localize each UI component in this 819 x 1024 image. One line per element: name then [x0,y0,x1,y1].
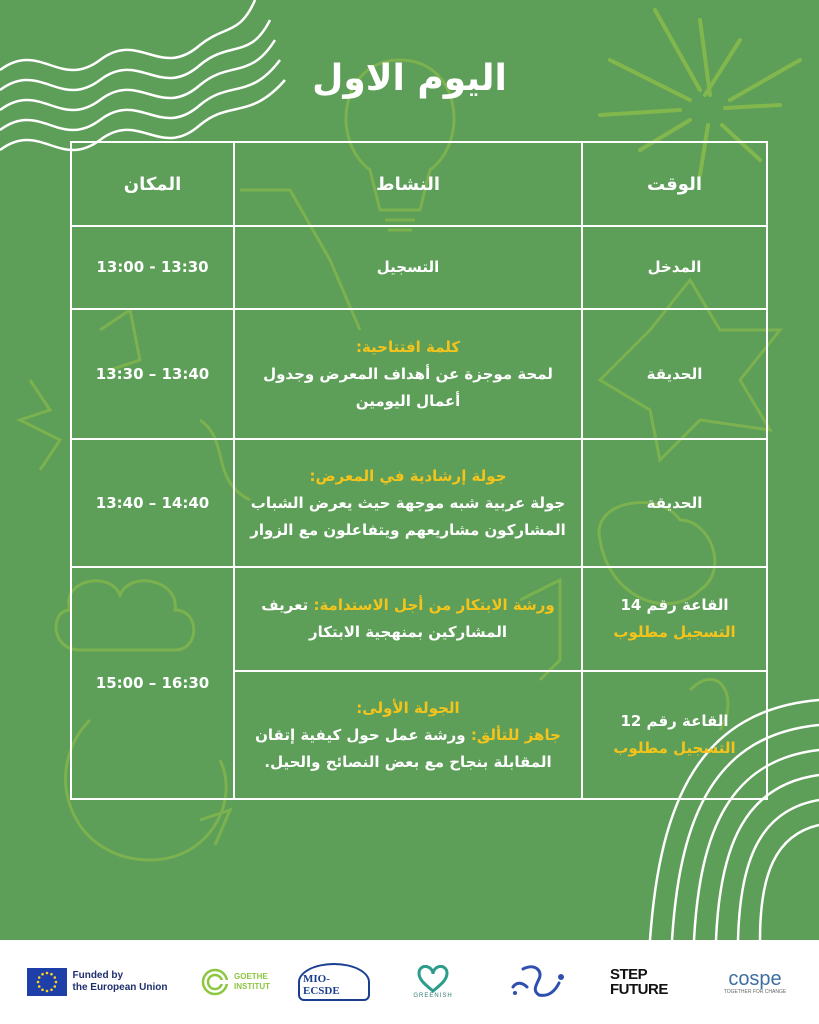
registration-note: التسجيل مطلوب [613,739,736,757]
room-label: القاعة رقم 14 [620,596,729,614]
row-activity [234,309,582,439]
activity-description: تعريف المشاركين بمنهجية الابتكار [261,596,507,641]
row-time: 13:00 - 13:30 [71,226,234,309]
greenish-logo [398,940,468,1024]
mio-ecsde-logo [298,940,370,1024]
partner-logo [500,940,580,1024]
table-row [71,439,767,567]
header-time: الوقت [582,142,767,226]
activity-heading: الجولة الأولى: [356,698,460,717]
row-activity [234,567,582,671]
table-row [71,567,767,671]
step-future-logo [610,940,690,1024]
row-activity: التسجيل [234,226,582,309]
row-time: 13:40 – 14:40 [71,439,234,567]
sponsor-footer [0,940,819,1024]
row-location: المدخل [582,226,767,309]
registration-note: التسجيل مطلوب [613,623,736,641]
activity-description: جولة عربية شبه موجهة حيث يعرض الشباب المشاركون مشاريعهم ويتفاعلون مع الزوار [250,493,566,539]
mio-ecsde-text: MIO-ECSDE [303,973,340,997]
goethe-text-line2: INSTITUT [234,982,270,991]
cospe-tagline: TOGETHER FOR CHANGE [723,989,787,995]
table-row [71,226,767,309]
room-label: القاعة رقم 12 [620,712,729,730]
table-header-row [71,142,767,226]
cospe-logo [710,940,800,1024]
header-activity: النشاط [234,142,582,226]
eu-flag-icon [27,968,67,996]
step-text-line1: STEP [610,966,648,983]
cospe-text: cospe [728,968,782,990]
schedule-table [70,141,768,800]
table-row [71,309,767,439]
activity-description-block [245,722,571,776]
row-location [582,567,767,671]
heart-icon [417,965,449,993]
row-activity [234,439,582,567]
page-title: اليوم الاول [312,58,507,99]
header-place: المكان [71,142,234,226]
activity-description: ورشة عمل حول كيفية إتقان المقابلة بنجاح مع بعض النصائح والحيل. [255,725,552,771]
goethe-icon [200,967,230,997]
eu-text-line1: Funded by [72,970,124,981]
eu-logo [22,940,172,1024]
activity-heading: جولة إرشادية في المعرض: [309,466,507,485]
activity-heading: ورشة الابتكار من أجل الاستدامة: [313,596,555,614]
goethe-text-line1: GOETHE [234,972,268,981]
greenish-text: GREENISH [413,993,453,999]
row-time: 13:30 – 13:40 [71,309,234,439]
row-time: 15:00 – 16:30 [71,567,234,799]
row-location [582,671,767,799]
row-activity [234,671,582,799]
row-location: الحديقة [582,439,767,567]
eu-text-line2: the European Union [72,982,168,993]
swirl-figure-icon [505,957,575,1007]
activity-description: لمحة موجزة عن أهداف المعرض وجدول أعمال اليومين [263,364,553,410]
activity-heading: كلمة افتتاحية: [355,337,461,356]
goethe-logo [190,940,280,1024]
activity-subheading: جاهز للتألق: [470,725,561,744]
step-text-line2: FUTURE [610,981,668,998]
row-location: الحديقة [582,309,767,439]
